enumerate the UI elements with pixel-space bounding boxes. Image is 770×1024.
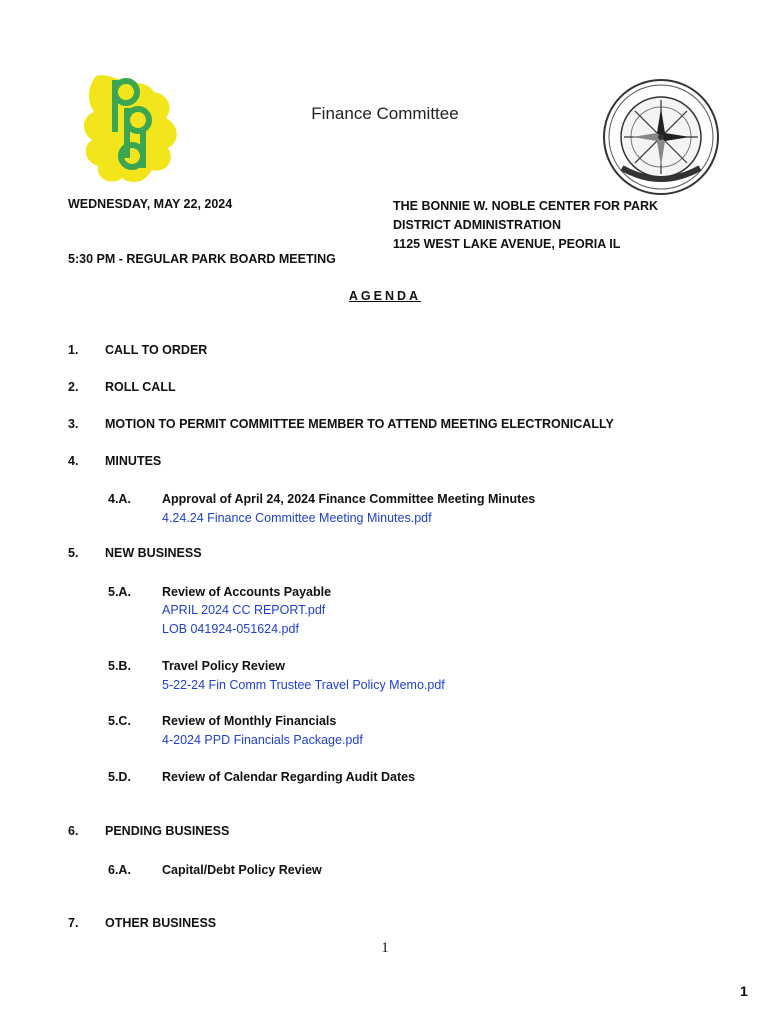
subitem-number: 5.D. — [108, 770, 131, 784]
corner-page-number: 1 — [740, 983, 748, 999]
minutes-pdf-link[interactable]: 4.24.24 Finance Committee Meeting Minutes.pdf — [162, 511, 432, 525]
subitem-number: 5.C. — [108, 714, 131, 728]
subitem-number: 4.A. — [108, 492, 131, 506]
item-number: 3. — [68, 417, 79, 431]
cc-report-pdf-link[interactable]: APRIL 2024 CC REPORT.pdf — [162, 603, 326, 617]
item-label: MOTION TO PERMIT COMMITTEE MEMBER TO ATTEND MEETING ELECTRONICALLY — [105, 417, 614, 431]
item-label: OTHER BUSINESS — [105, 916, 217, 930]
item-number: 7. — [68, 916, 79, 930]
subitem-label: Approval of April 24, 2024 Finance Committee Meeting Minutes — [162, 492, 536, 506]
travel-memo-pdf-link[interactable]: 5-22-24 Fin Comm Trustee Travel Policy Memo.pdf — [162, 678, 445, 692]
meeting-date: WEDNESDAY, MAY 22, 2024 — [68, 197, 233, 211]
item-label: NEW BUSINESS — [105, 546, 202, 560]
meeting-time: 5:30 PM - REGULAR PARK BOARD MEETING — [68, 252, 336, 266]
subitem-label: Review of Calendar Regarding Audit Dates — [162, 770, 416, 784]
item-number: 4. — [68, 454, 79, 468]
item-number: 2. — [68, 380, 79, 394]
venue-line: 1125 WEST LAKE AVENUE, PEORIA IL — [393, 237, 621, 251]
item-number: 1. — [68, 343, 79, 357]
ppd-leaf-logo-icon — [76, 70, 186, 188]
subitem-label: Travel Policy Review — [162, 659, 285, 673]
lob-pdf-link[interactable]: LOB 041924-051624.pdf — [162, 622, 299, 636]
document-title: Finance Committee — [311, 104, 459, 123]
item-number: 6. — [68, 824, 79, 838]
agenda-heading: AGENDA — [348, 289, 422, 303]
financials-pdf-link[interactable]: 4-2024 PPD Financials Package.pdf — [162, 733, 363, 747]
subitem-number: 6.A. — [108, 863, 131, 877]
venue-line: DISTRICT ADMINISTRATION — [393, 218, 562, 232]
subitem-label: Capital/Debt Policy Review — [162, 863, 322, 877]
item-label: PENDING BUSINESS — [105, 824, 230, 838]
subitem-label: Review of Monthly Financials — [162, 714, 337, 728]
venue-line: THE BONNIE W. NOBLE CENTER FOR PARK — [393, 199, 659, 213]
item-number: 5. — [68, 546, 79, 560]
national-gold-medal-seal-icon — [602, 78, 720, 196]
meeting-venue — [393, 197, 658, 254]
subitem-label: Review of Accounts Payable — [162, 585, 332, 599]
page-number: 1 — [381, 940, 389, 956]
item-label: ROLL CALL — [105, 380, 176, 394]
subitem-number: 5.B. — [108, 659, 131, 673]
subitem-number: 5.A. — [108, 585, 131, 599]
item-label: CALL TO ORDER — [105, 343, 208, 357]
item-label: MINUTES — [105, 454, 162, 468]
